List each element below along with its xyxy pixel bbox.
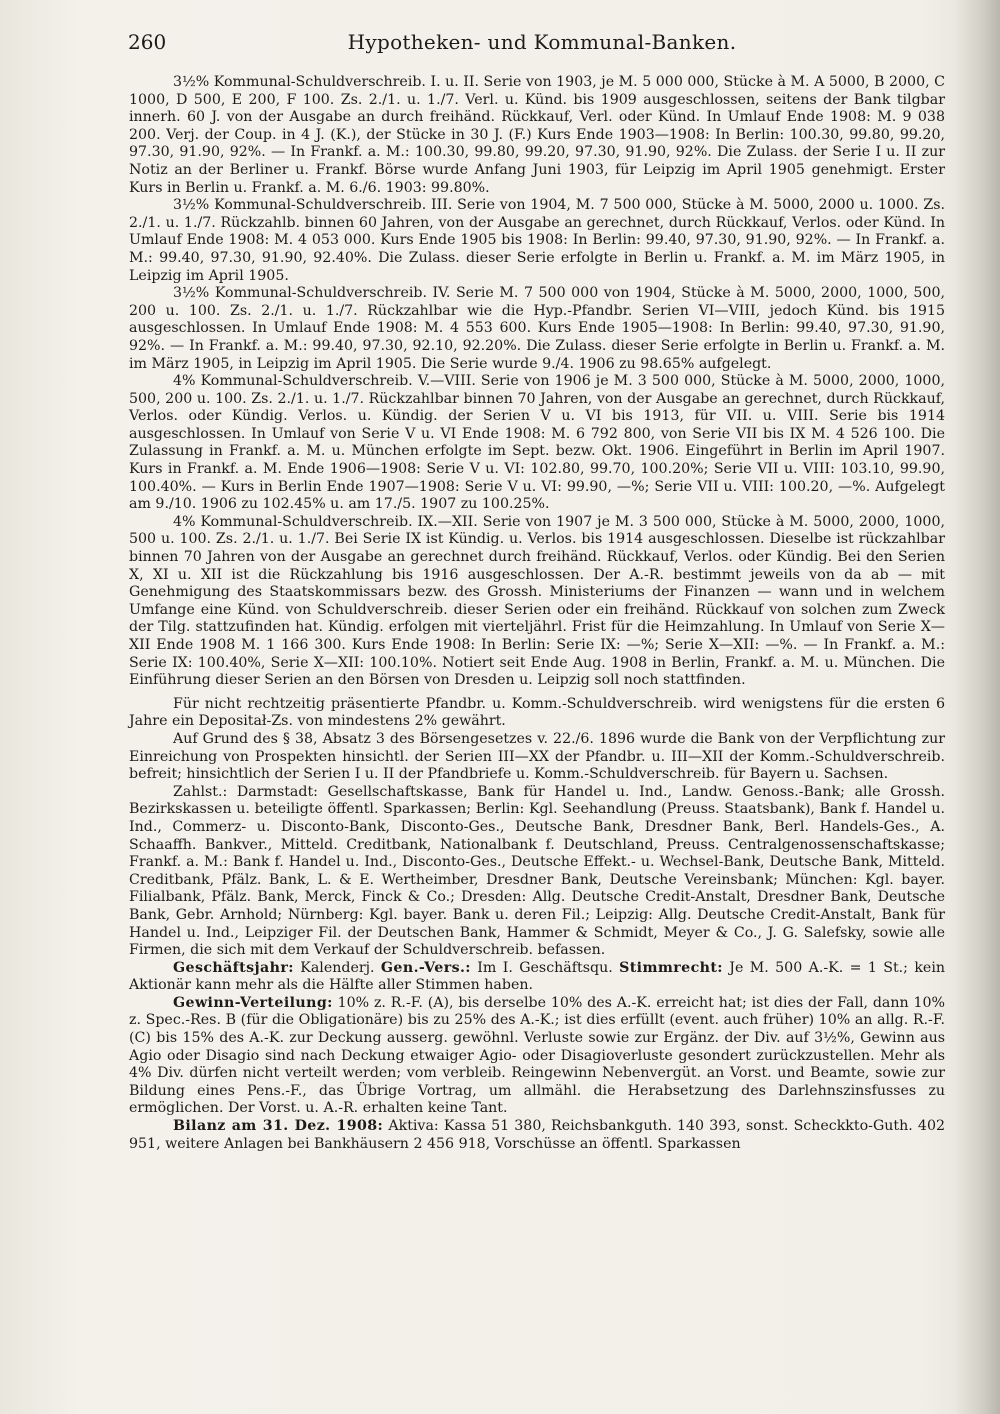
paragraph-kommunal-v-viii: 4% Kommunal-Schuldverschreib. V.—VIII. Serie von 1906 je M. 3 500 000, Stücke à M. 5000, 2000, 1000, 500, 200 u. 100. Zs. 2./1. u. 1./7. Rückzahlbar binnen 70 Jahren, von der Ausgabe an gerechnet, durch Rückkauf, Verlos. oder Kündig. Verlos. u. Kündig. der Serien V u. VI bis 1913, für VII. u. VIII. Serie bis 1914 ausgeschlossen. In Umlauf von Serie V u. VI Ende 1908: M. 6 792 800, von Serie VII bis IX M. 4 526 100. Die Zulassung in Frankf. a. M. u. München erfolgte im Sept. bezw. Okt. 1906. Eingeführt in Berlin im April 1907. Kurs in Frankf. a. M. Ende 1906—1908: Serie V u. VI: 102.80, 99.70, 100.20%; Serie VII u. VIII: 103.10, 99.90, 100.40%. — Kurs in Berlin Ende 1907—1908: Serie V u. VI: 99.90, —%; Serie VII u. VIII: 100.20, —%. Aufgelegt am 9./10. 1906 zu 102.45% u. am 17./5. 1907 zu 100.25%. <box>129 373 945 513</box>
text-gen-vers: Im I. Geschäftsqu. <box>470 959 620 976</box>
text-gewinn-verteilung: 10% z. R.-F. (A), bis derselbe 10% des A.-K. erreicht hat; ist dies der Fall, dann 10% z. Spec.-Res. B (für die Obligationäre) bis zu 25% des A.-K.; ist dies erfüllt (event. auch früher) 10% an allg. R.-F. (C) bis 15% des A.-K. zur Deckung ausserg. gewöhnl. Verluste sowie zur Ergänz. der Div. auf 3½%, Gewinn aus Agio oder Disagio sind nach Deckung etwaiger Agio- oder Disagioverluste gesondert zurückzustellen. Mehr als 4% Div. dürfen nicht verteilt werden; vom verbleib. Reingewinn Nebenvergüt. an Vorst. und Beamte, sowie zur Bildung eines Pens.-F., das Übrige Vortrag, um allmähl. die Herabsetzung des Darlehnszinsfusses zu ermöglichen. Der Vorst. u. A.-R. erhalten keine Tant. <box>129 994 945 1117</box>
text-stimmrecht: Je M. 500 A.-K. = 1 St.; kein Aktionär kann mehr als die Hälfte aller Stimmen haben. <box>129 959 945 994</box>
page-number: 260 <box>128 30 167 54</box>
text-geschaeftsjahr: Kalenderj. <box>293 959 381 976</box>
text-bilanz: Aktiva: Kassa 51 380, Reichsbankguth. 140 393, sonst. Scheckkto-Guth. 402 951, weitere Anlagen bei Bankhäusern 2 456 918, Vorschüsse an öffentl. Sparkassen <box>129 1118 945 1152</box>
binding-shadow <box>954 0 1000 1414</box>
paragraph-kommunal-iv: 3½% Kommunal-Schuldverschreib. IV. Serie M. 7 500 000 von 1904, Stücke à M. 5000, 2000, 1000, 500, 200 u. 100. Zs. 2./1. u. 1./7. Rückzahlbar wie die Hyp.-Pfandbr. Serien VI—VIII, jedoch Künd. bis 1915 ausgeschlossen. In Umlauf Ende 1908: M. 4 553 600. Kurs Ende 1905—1908: In Berlin: 99.40, 97.30, 91.90, 92%. — In Frankf. a. M.: 99.40, 97.30, 92.10, 92.20%. Die Zulass. dieser Serie erfolgte in Berlin u. Frankf. a. M. im März 1905, in Leipzig im April 1905. Die Serie wurde 9./4. 1906 zu 98.65% aufgelegt. <box>129 285 945 372</box>
paragraph-deposit-interest: Für nicht rechtzeitig präsentierte Pfandbr. u. Komm.-Schuldverschreib. wird wenigstens für die ersten 6 Jahre ein Depositał-Zs. von mindestens 2% gewährt. <box>129 695 945 730</box>
paragraph-kommunal-iii: 3½% Kommunal-Schuldverschreib. III. Serie von 1904, M. 7 500 000, Stücke à M. 5000, 2000 u. 1000. Zs. 2./1. u. 1./7. Rückzahlb. binnen 60 Jahren, von der Ausgabe an gerechnet, durch Rückkauf, Verlos. oder Künd. In Umlauf Ende 1908: M. 4 053 000. Kurs Ende 1905 bis 1908: In Berlin: 99.40, 97.30, 91.90, 92%. — In Frankf. a. M.: 99.40, 97.30, 91.90, 92.40%. Die Zulass. dieser Serie erfolgte in Berlin u. Frankf. a. M. im März 1905, in Leipzig im April 1905. <box>129 197 945 284</box>
section-geschaeftsjahr <box>129 960 945 995</box>
label-geschaeftsjahr: Geschäftsjahr: <box>173 959 294 976</box>
body-text <box>129 74 945 1153</box>
label-gen-vers: Gen.-Vers.: <box>380 959 471 976</box>
section-bilanz <box>129 1118 945 1153</box>
label-bilanz: Bilanz am 31. Dez. 1908: <box>173 1118 384 1135</box>
paragraph-kommunal-ix-xii: 4% Kommunal-Schuldverschreib. IX.—XII. Serie von 1907 je M. 3 500 000, Stücke à M. 5000, 2000, 1000, 500 u. 100. Zs. 2./1. u. 1./7. Bei Serie IX ist Kündig. u. Verlos. bis 1914 ausgeschlossen. Dieselbe ist rückzahlbar binnen 70 Jahren von der Ausgabe an gerechnet durch freihänd. Rückkauf, Verlos. oder Kündig. Bei den Serien X, XI u. XII ist die Rückzahlung bis 1916 ausgeschlossen. Der A.-R. bestimmt jeweils von da ab — mit Genehmigung des Staatskommissars bezw. des Grossh. Ministeriums der Finanzen — wann und in welchem Umfange eine Künd. von Schuldverschreib. dieser Serien oder ein freihänd. Rückkauf von solchen zum Zweck der Tilg. stattzufinden hat. Kündig. erfolgen mit vierteljährl. Frist für die Heimzahlung. In Umlauf von Serie X—XII Ende 1908 M. 1 166 300. Kurs Ende 1908: In Berlin: Serie IX: —%; Serie X—XII: —%. — In Frankf. a. M.: Serie IX: 100.40%, Serie X—XII: 100.10%. Notiert seit Ende Aug. 1908 in Berlin, Frankf. a. M. u. München. Die Einführung dieser Serien an den Börsen von Dresden u. Leipzig soll noch stattfinden. <box>129 513 945 689</box>
running-title: Hypotheken- und Kommunal-Banken. <box>347 30 737 54</box>
paragraph-zahlstellen: Zahlst.: Darmstadt: Gesellschaftskasse, Bank für Handel u. Ind., Landw. Genoss.-Bank; alle Grossh. Bezirkskassen u. beteiligte öffentl. Sparkassen; Berlin: Kgl. Seehandlung (Preuss. Staatsbank), Bank f. Handel u. Ind., Commerz- u. Disconto-Bank, Disconto-Ges., Deutsche Bank, Dresdner Bank, Berl. Handels-Ges., A. Schaaffh. Bankver., Mitteld. Creditbank, Nationalbank f. Deutschland, Preuss. Centralgenossenschaftskasse; Frankf. a. M.: Bank f. Handel u. Ind., Disconto-Ges., Deutsche Effekt.- u. Wechsel-Bank, Deutsche Bank, Mitteld. Creditbank, Pfälz. Bank, L. & E. Wertheimber, Dresdner Bank, Deutsche Vereinsbank; München: Kgl. bayer. Filialbank, Pfälz. Bank, Merck, Finck & Co.; Dresden: Allg. Deutsche Credit-Anstalt, Dresdner Bank, Deutsche Bank, Gebr. Arnhold; Nürnberg: Kgl. bayer. Bank u. deren Fil.; Leipzig: Allg. Deutsche Credit-Anstalt, Bank für Handel u. Ind., Leipziger Fil. der Deutschen Bank, Hammer & Schmidt, Meyer & Co., J. G. Salefsky, sowie alle Firmen, die sich mit dem Verkauf der Schuldverschreib. befassen. <box>129 783 945 959</box>
label-stimmrecht: Stimmrecht: <box>619 959 723 976</box>
page-header <box>128 30 956 60</box>
paragraph-kommunal-i-ii: 3½% Kommunal-Schuldverschreib. I. u. II. Serie von 1903, je M. 5 000 000, Stücke à M. A 5000, B 2000, C 1000, D 500, E 200, F 100. Zs. 2./1. u. 1./7. Verl. u. Künd. bis 1909 ausgeschlossen, seitens der Bank tilgbar innerh. 60 J. von der Ausgabe an durch freihänd. Rückkauf, Verl. oder Künd. In Umlauf Ende 1908: M. 9 038 200. Verj. der Coup. in 4 J. (K.), der Stücke in 30 J. (F.) Kurs Ende 1903—1908: In Berlin: 100.30, 99.80, 99.20, 97.30, 91.90, 92%. — In Frankf. a. M.: 100.30, 99.80, 99.20, 97.30, 91.90, 92%. Die Zulass. der Serie I u. II zur Notiz an der Berliner u. Frankf. Börse wurde Anfang Juni 1903, für Leipzig im April 1905 genehmigt. Erster Kurs in Berlin u. Frankf. a. M. 6./6. 1903: 99.80%. <box>129 74 945 196</box>
section-gewinn-verteilung <box>129 995 945 1118</box>
label-gewinn-verteilung: Gewinn-Verteilung: <box>173 994 333 1011</box>
paragraph-boersengesetz: Auf Grund des § 38, Absatz 3 des Börsengesetzes v. 22./6. 1896 wurde die Bank von der Verpflichtung zur Einreichung von Prospekten hinsichtl. der Serien III—XX der Pfandbr. u. III—XII der Komm.-Schuldverschreib. befreit; hinsichtlich der Serien I u. II der Pfandbriefe u. Komm.-Schuldverschreib. für Bayern u. Sachsen. <box>129 730 945 783</box>
